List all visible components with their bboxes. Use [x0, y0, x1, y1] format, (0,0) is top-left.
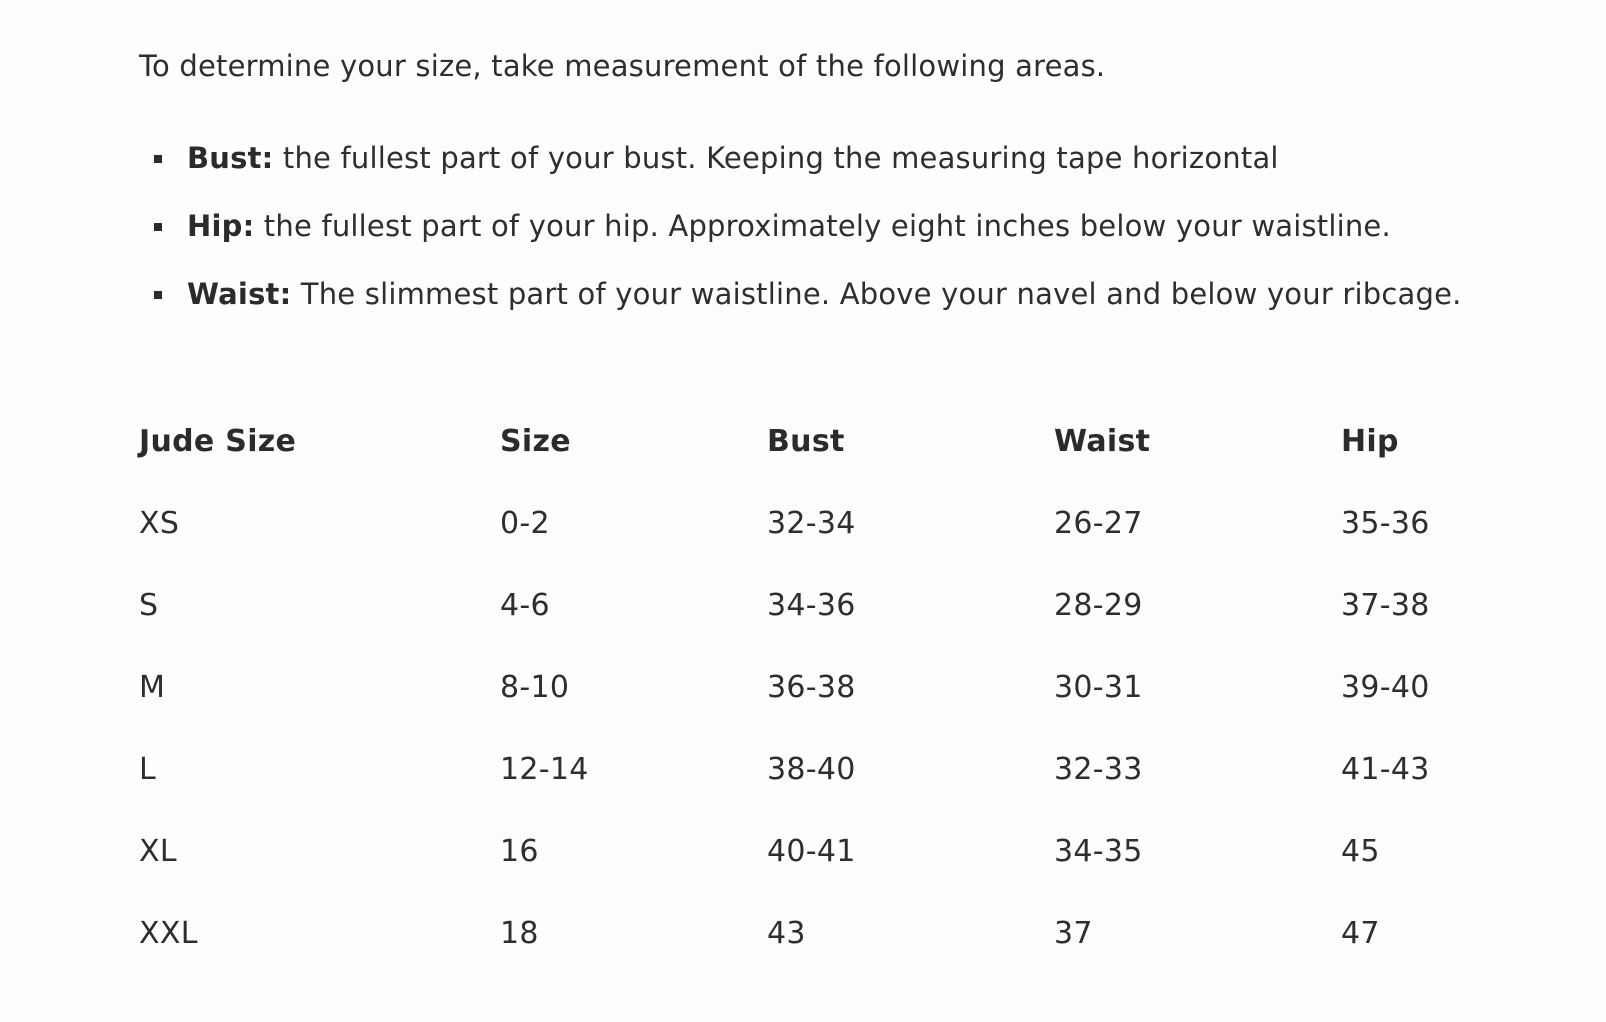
intro-text: To determine your size, take measurement of the following areas. — [139, 49, 1106, 83]
cell-size: 8-10 — [500, 669, 570, 705]
table-row — [139, 892, 1511, 974]
cell-hip: 39-40 — [1341, 669, 1430, 705]
bullet-text: the fullest part of your hip. Approximately eight inches below your waistline. — [254, 209, 1391, 243]
cell-waist: 30-31 — [1054, 669, 1143, 705]
cell-bust: 36-38 — [767, 669, 856, 705]
cell-jude-size: XL — [139, 833, 177, 869]
cell-jude-size: L — [139, 751, 157, 787]
cell-size: 4-6 — [500, 587, 550, 623]
square-bullet-icon — [154, 223, 162, 231]
bullet-text: the fullest part of your bust. Keeping the measuring tape horizontal — [273, 141, 1279, 175]
cell-waist: 34-35 — [1054, 833, 1143, 869]
size-chart-table — [139, 400, 1511, 974]
cell-waist: 32-33 — [1054, 751, 1143, 787]
cell-size: 12-14 — [500, 751, 589, 787]
bullet-term: Hip: — [187, 209, 255, 243]
header-hip: Hip — [1341, 423, 1399, 459]
cell-bust: 32-34 — [767, 505, 856, 541]
list-item-hip — [139, 206, 1499, 246]
cell-bust: 34-36 — [767, 587, 856, 623]
cell-waist: 26-27 — [1054, 505, 1143, 541]
cell-bust: 38-40 — [767, 751, 856, 787]
table-row — [139, 810, 1511, 892]
cell-hip: 41-43 — [1341, 751, 1430, 787]
cell-jude-size: M — [139, 669, 166, 705]
cell-hip: 37-38 — [1341, 587, 1430, 623]
cell-size: 0-2 — [500, 505, 550, 541]
bullet-text: The slimmest part of your waistline. Above your navel and below your ribcage. — [291, 277, 1462, 311]
square-bullet-icon — [154, 155, 162, 163]
cell-bust: 40-41 — [767, 833, 856, 869]
header-waist: Waist — [1054, 423, 1151, 459]
cell-hip: 47 — [1341, 915, 1380, 951]
table-row — [139, 728, 1511, 810]
bullet-term: Waist: — [187, 277, 292, 311]
measurement-list — [139, 138, 1499, 314]
header-bust: Bust — [767, 423, 845, 459]
table-row — [139, 564, 1511, 646]
cell-size: 16 — [500, 833, 539, 869]
table-header-row — [139, 400, 1511, 482]
cell-hip: 35-36 — [1341, 505, 1430, 541]
list-item-waist — [139, 274, 1499, 314]
cell-jude-size: S — [139, 587, 159, 623]
cell-hip: 45 — [1341, 833, 1380, 869]
cell-bust: 43 — [767, 915, 806, 951]
header-size: Size — [500, 423, 571, 459]
bullet-term: Bust: — [187, 141, 274, 175]
cell-waist: 28-29 — [1054, 587, 1143, 623]
cell-size: 18 — [500, 915, 539, 951]
table-row — [139, 646, 1511, 728]
cell-jude-size: XS — [139, 505, 180, 541]
list-item-bust — [139, 138, 1499, 178]
cell-waist: 37 — [1054, 915, 1093, 951]
header-jude-size: Jude Size — [139, 423, 297, 459]
square-bullet-icon — [154, 291, 162, 299]
table-row — [139, 482, 1511, 564]
size-guide-content — [139, 46, 1499, 314]
cell-jude-size: XXL — [139, 915, 198, 951]
